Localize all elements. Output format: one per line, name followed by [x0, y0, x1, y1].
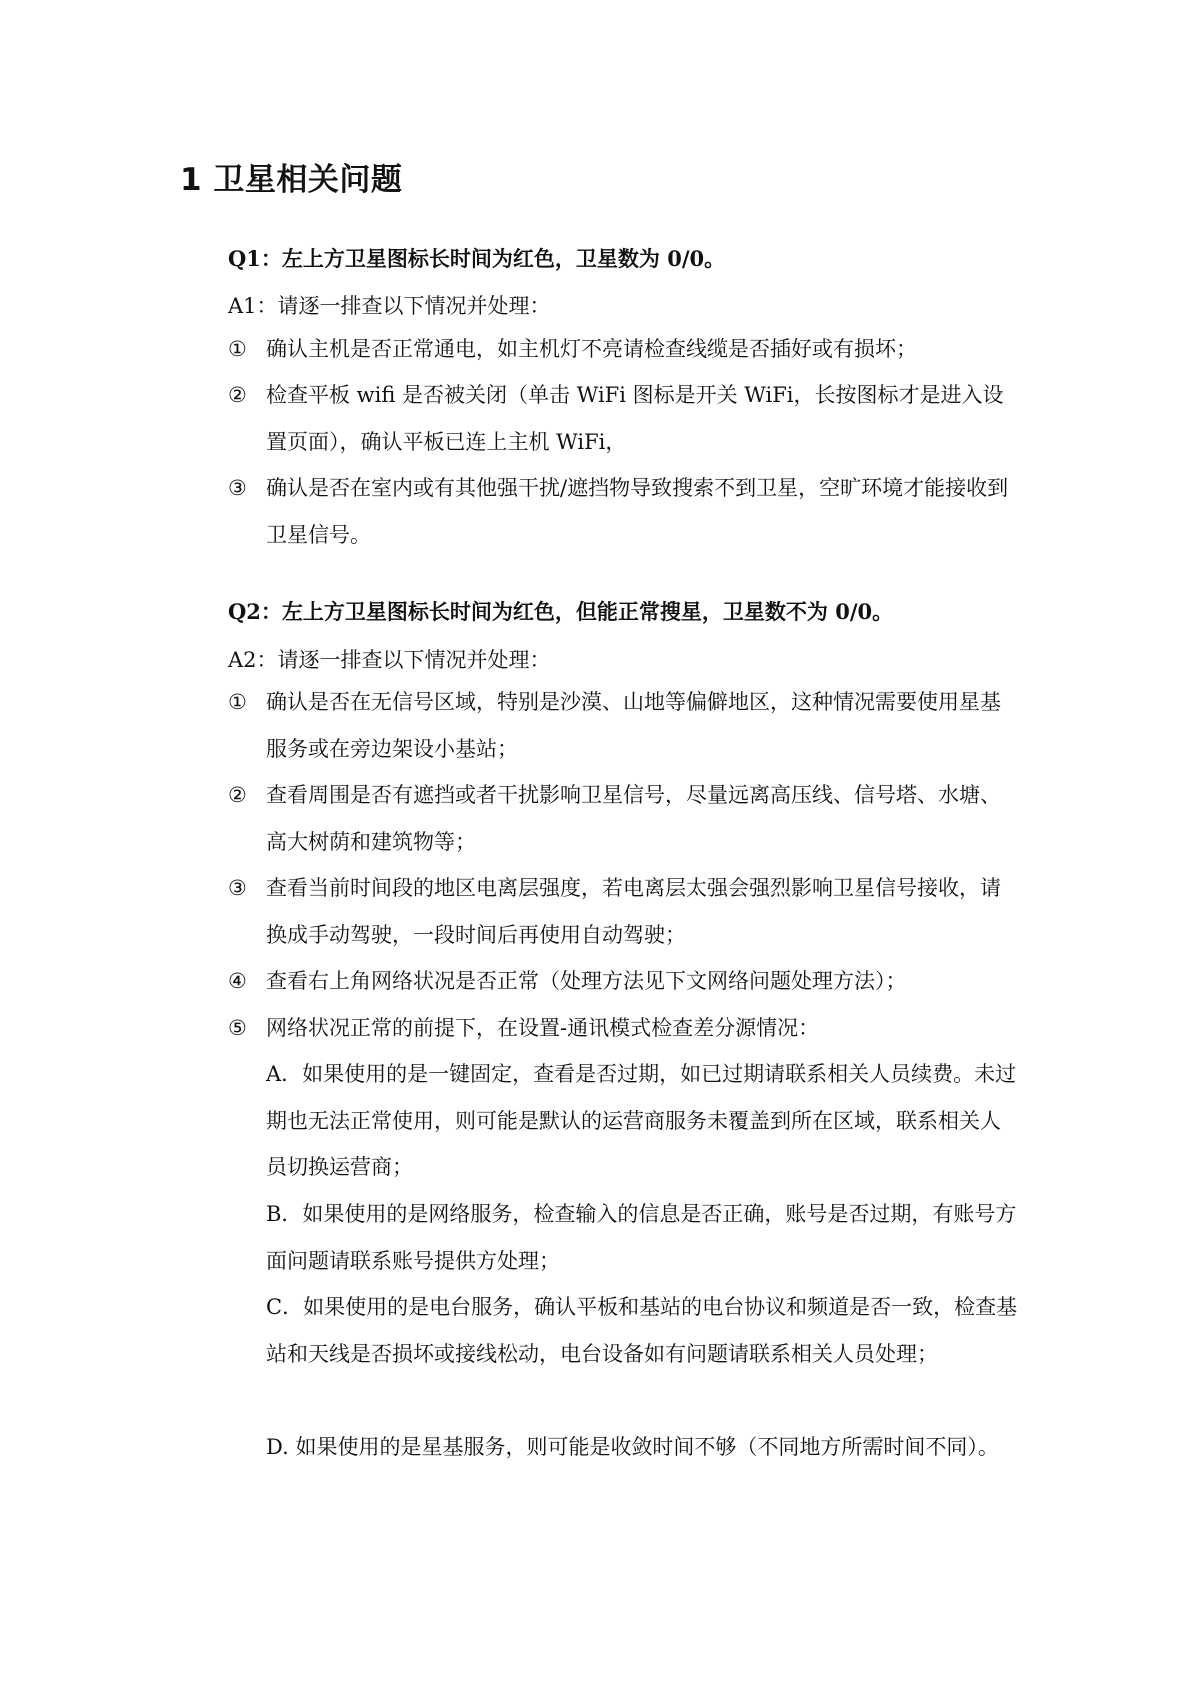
answer-intro-a1: A1：请逐一排查以下情况并处理： — [228, 294, 551, 318]
q2-list-item-3 — [228, 865, 1018, 958]
item-number: ① — [228, 337, 247, 361]
item-number: ② — [228, 383, 247, 407]
item-number: ③ — [228, 476, 247, 500]
q2-sub-item-b: B．如果使用的是网络服务，检查输入的信息是否正确，账号是否过期，有账号方面问题请联系账号提供方处理； — [266, 1202, 1017, 1273]
item-number: ④ — [228, 969, 247, 993]
q2-sub-item-c: C．如果使用的是电台服务，确认平板和基站的电台协议和频道是否一致，检查基站和天线是否损坏或接线松动，电台设备如有问题请联系相关人员处理； — [266, 1295, 1018, 1366]
q2-list-item-2 — [228, 772, 1018, 865]
item-text: 查看右上角网络状况是否正常（处理方法见下文网络问题处理方法）； — [266, 969, 907, 993]
item-number: ② — [228, 783, 247, 807]
item-text: 查看当前时间段的地区电离层强度，若电离层太强会强烈影响卫星信号接收，请换成手动驾驶，一段时间后再使用自动驾驶； — [266, 876, 1001, 947]
q2-sub-item-d: D. 如果使用的是星基服务，则可能是收敛时间不够（不同地方所需时间不同）。 — [266, 1435, 999, 1459]
item-text: 查看周围是否有遮挡或者干扰影响卫星信号，尽量远离高压线、信号塔、水塘、高大树荫和建筑物等； — [266, 783, 1001, 854]
answer-intro-a2: A2：请逐一排查以下情况并处理： — [228, 648, 551, 672]
question-q2: Q2：左上方卫星图标长时间为红色，但能正常搜星，卫星数不为 0/0。 — [228, 599, 894, 624]
q1-list-item-3 — [228, 465, 1018, 558]
q1-list-item-1 — [228, 326, 1018, 373]
question-q1: Q1：左上方卫星图标长时间为红色，卫星数为 0/0。 — [228, 246, 726, 271]
item-text: 确认是否在室内或有其他强干扰/遮挡物导致搜索不到卫星，空旷环境才能接收到卫星信号。 — [266, 476, 1009, 547]
item-text: 确认是否在无信号区域，特别是沙漠、山地等偏僻地区，这种情况需要使用星基服务或在旁边架设小基站； — [266, 690, 1001, 761]
q2-list-item-1 — [228, 679, 1018, 772]
item-number: ① — [228, 690, 247, 714]
q2-list-item-5 — [228, 1005, 1018, 1052]
item-text: 网络状况正常的前提下，在设置-通讯模式检查差分源情况： — [266, 1016, 820, 1040]
item-text: 检查平板 wifi 是否被关闭（单击 WiFi 图标是开关 WiFi，长按图标才是进入设置页面），确认平板已连上主机 WiFi， — [266, 383, 1004, 454]
item-text: 确认主机是否正常通电，如主机灯不亮请检查线缆是否插好或有损坏； — [266, 337, 917, 361]
item-number: ③ — [228, 876, 247, 900]
item-number: ⑤ — [228, 1016, 247, 1040]
q2-list-item-4 — [228, 958, 1018, 1005]
section-title: 1 卫星相关问题 — [180, 162, 403, 198]
q1-list-item-2 — [228, 372, 1018, 465]
q2-sub-item-a: A．如果使用的是一键固定，查看是否过期，如已过期请联系相关人员续费。未过期也无法正常使用，则可能是默认的运营商服务未覆盖到所在区域，联系相关人员切换运营商； — [266, 1062, 1017, 1179]
